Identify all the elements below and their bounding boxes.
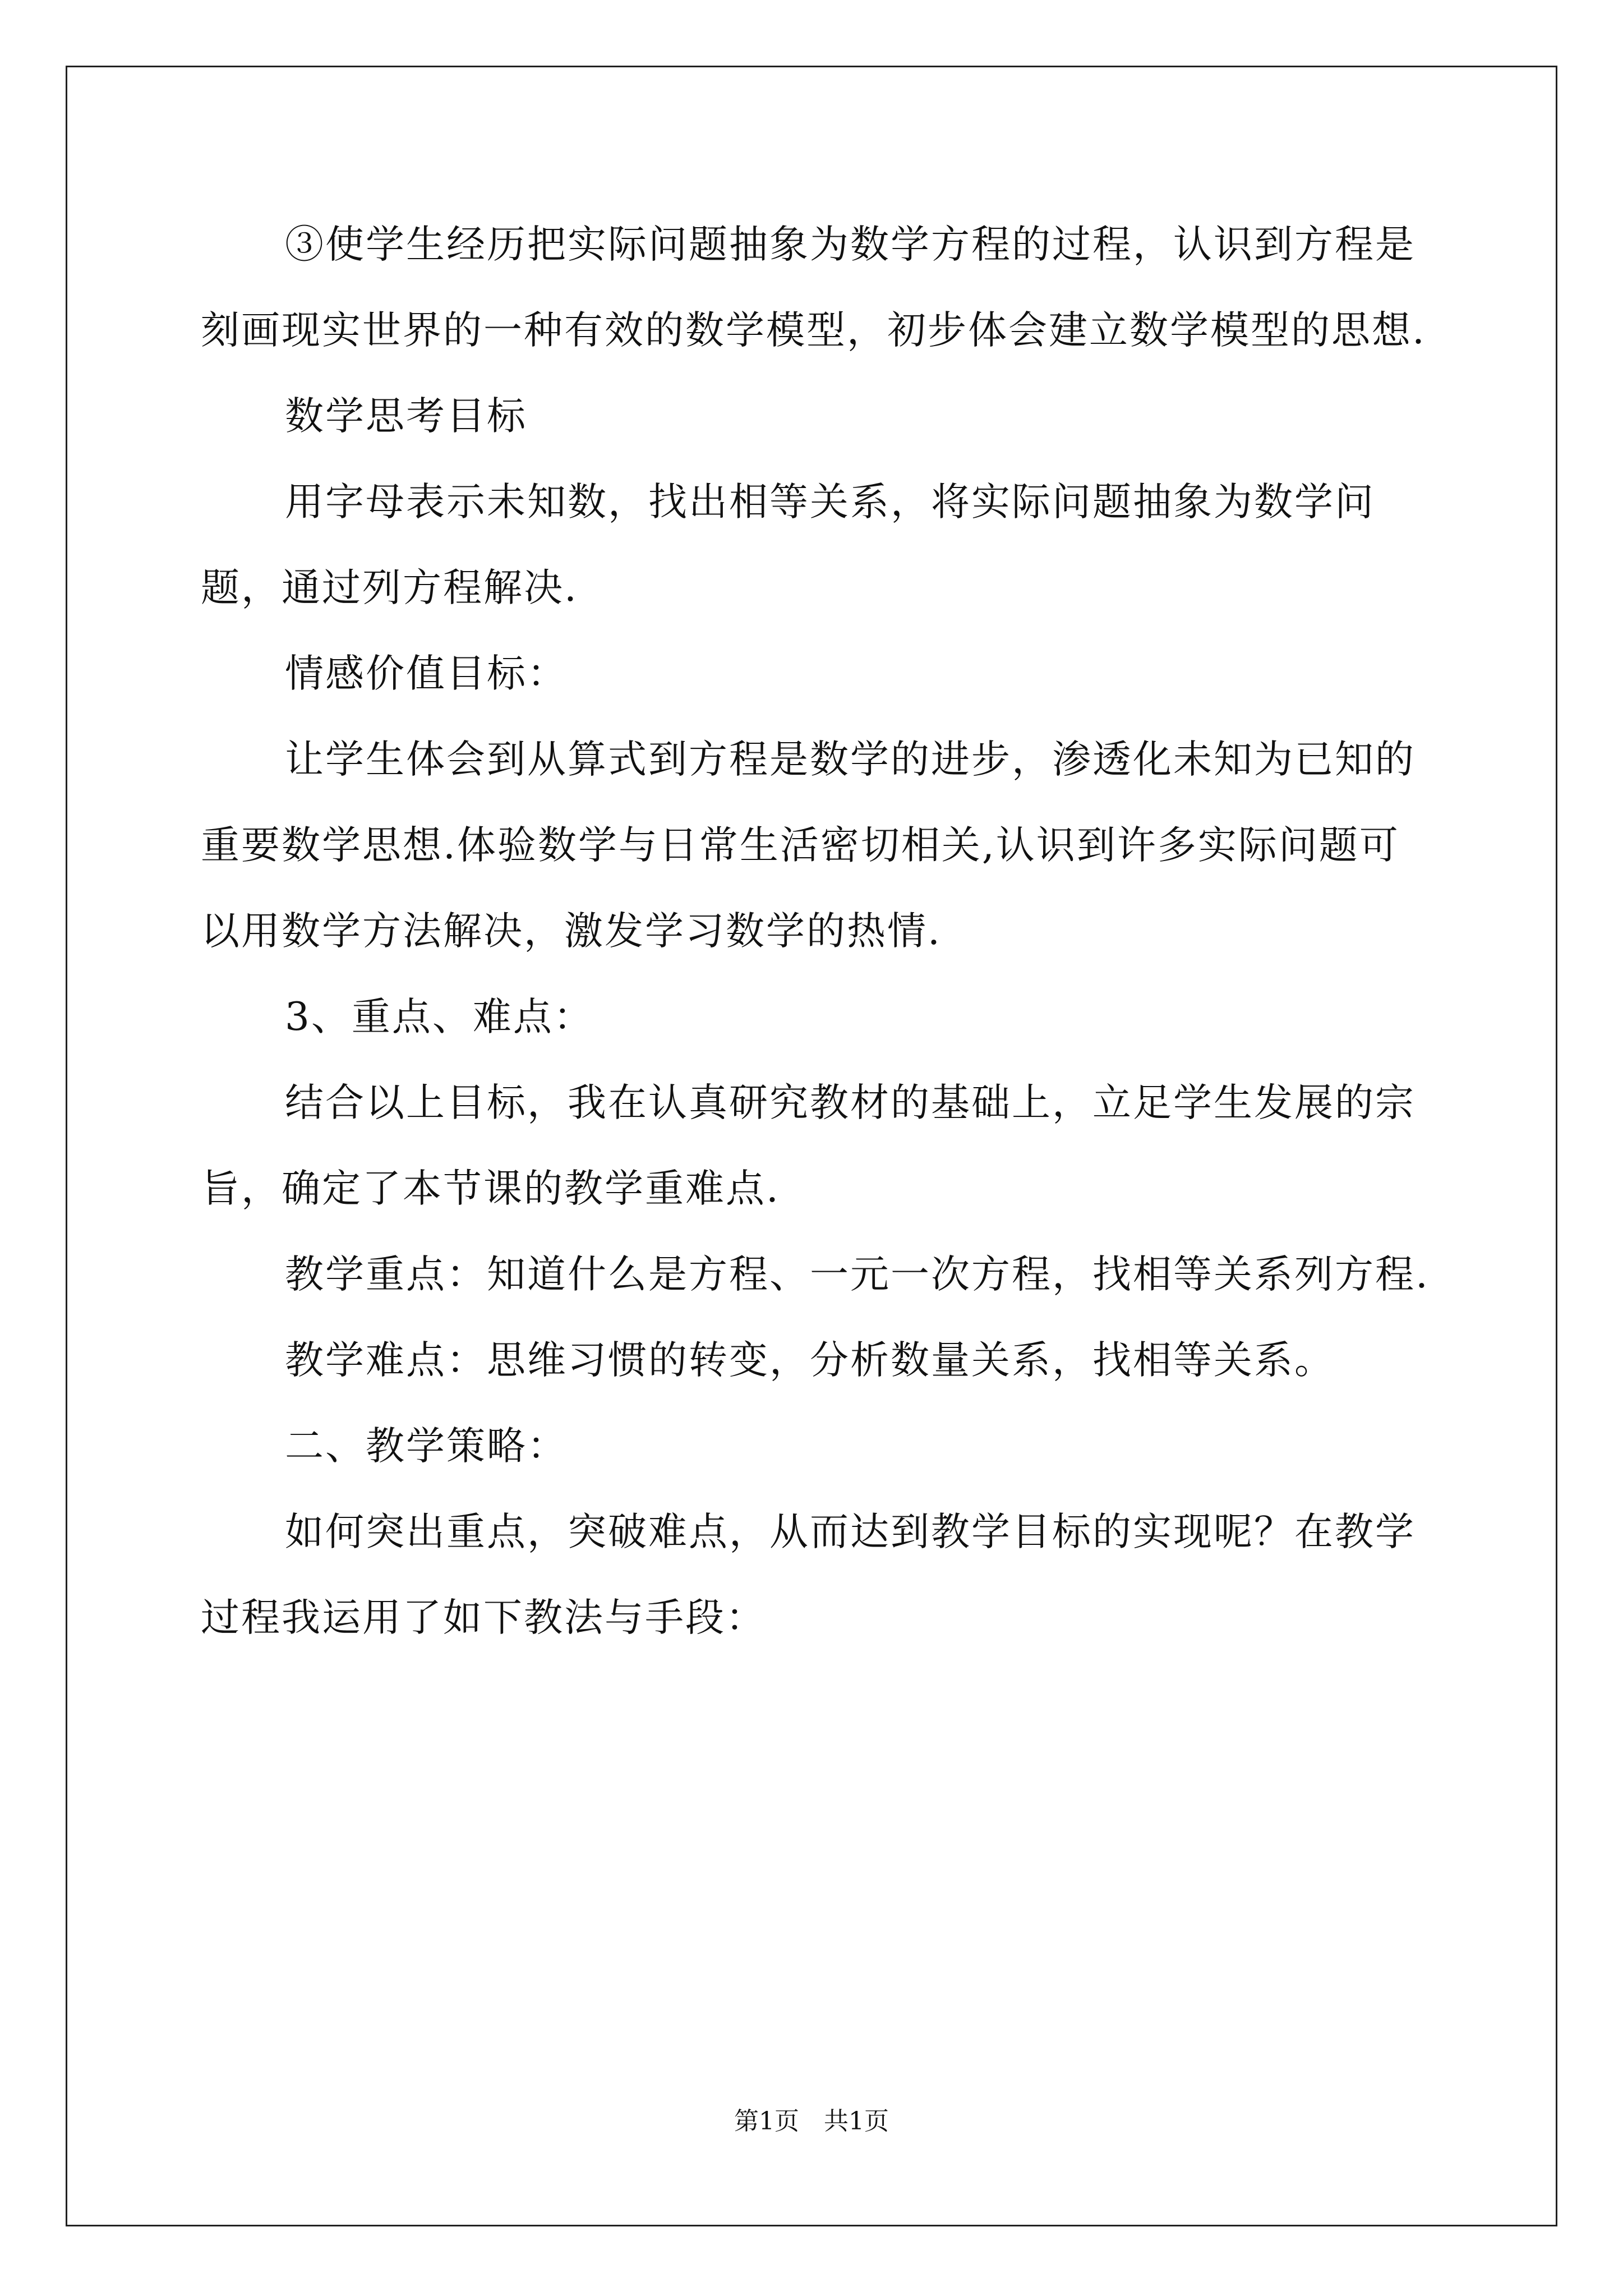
heading-math-thinking: 数学思考目标 — [285, 394, 527, 439]
paragraph-math-thinking: 用字母表示未知数，找出相等关系，将实际问题抽象为数学问题，通过列方程解决. — [201, 480, 1375, 610]
document-body — [201, 202, 1435, 1661]
heading-emotional-value: 情感价值目标： — [285, 651, 568, 696]
paragraph-teaching-strategy: 如何突出重点，突破难点，从而达到教学目标的实现呢？在教学过程我运用了如下教法与手段： — [201, 1510, 1415, 1640]
paragraph-objective-3: ③使学生经历把实际问题抽象为数学方程的过程，认识到方程是刻画现实世界的一种有效的数学模型，初步体会建立数学模型的思想. — [201, 222, 1426, 353]
page-footer: 第1页 共1页 — [734, 2107, 889, 2136]
paragraph-key-points: 结合以上目标，我在认真研究教材的基础上，立足学生发展的宗旨，确定了本节课的教学重难点. — [201, 1080, 1415, 1211]
heading-key-points: 3、重点、难点： — [285, 995, 594, 1039]
paragraph-teaching-difficulty: 教学难点：思维习惯的转变，分析数量关系，找相等关系。 — [285, 1338, 1335, 1383]
heading-teaching-strategy: 二、教学策略： — [285, 1424, 568, 1469]
paragraph-emotional-value: 让学生体会到从算式到方程是数学的进步，渗透化未知为已知的重要数学思想.体验数学与日常生活密切相关,认识到许多实际问题可以用数学方法解决，激发学习数学的热情. — [201, 737, 1415, 954]
paragraph-teaching-focus: 教学重点：知道什么是方程、一元一次方程，找相等关系列方程. — [285, 1252, 1430, 1297]
